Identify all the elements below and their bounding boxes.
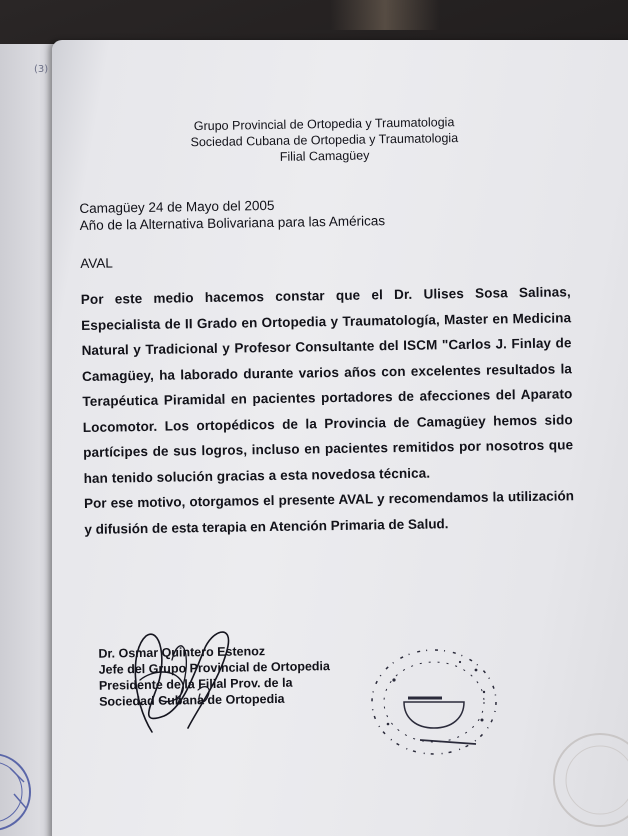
signatory-title-1: Jefe del Grupo Provincial de Ortopedia	[98, 659, 331, 677]
date-line: Camagüey 24 de Mayo del 2005	[79, 197, 275, 216]
paragraph-main: Por este medio hacemos constar que el Dr. Ulises Sosa Salinas, Especialista de II Grado en Ortopedia y Traumatología, Master en Medicina Natural y Tradicional y Profesor Consultante del ISCM "Carlos J. Finlay de Camagüey, ha laborado durante varios años con excelentes resultados la Terapéutica Piramidal en pacientes portadores de afecciones del Aparato Locomotor. Los ortopédicos de la Provincia de Camagüey hemos sido partícipes de sus logros, incluso en pacientes remitidos por nosotros que han tenido solución gracias a esta novedosa técnica.	[80, 284, 574, 486]
letterhead	[80, 112, 569, 168]
official-stamp	[364, 640, 504, 760]
letterhead-line-3: Filial Camagüey	[279, 148, 370, 164]
letterhead-line-2: Sociedad Cubana de Ortopedia y Traumatologia	[190, 131, 459, 150]
partial-blue-seal	[0, 748, 34, 832]
faded-seal-impression	[540, 720, 628, 830]
letter-title: AVAL	[80, 255, 113, 271]
signatory-name: Dr. Osmar Quintero Estenoz	[98, 644, 266, 661]
page-number-marker: (3)	[34, 64, 49, 75]
letterhead-line-1: Grupo Provincial de Ortopedia y Traumatologia	[193, 115, 455, 134]
signatory-title-3: Sociedad Cubana de Ortopedia	[99, 691, 285, 709]
signatory-title-2: Presidente de la Filial Prov. de la	[98, 675, 293, 693]
paragraph-closing: Por ese motivo, otorgamos el presente AVAL y recomendamos la utilización y difusión de esta terapia en Atención Primaria de Salud.	[83, 488, 575, 537]
year-motto: Año de la Alternativa Bolivariana para las Américas	[79, 213, 386, 233]
background-highlight	[330, 0, 440, 30]
handwritten-signature	[112, 620, 242, 740]
date-block	[79, 192, 569, 234]
